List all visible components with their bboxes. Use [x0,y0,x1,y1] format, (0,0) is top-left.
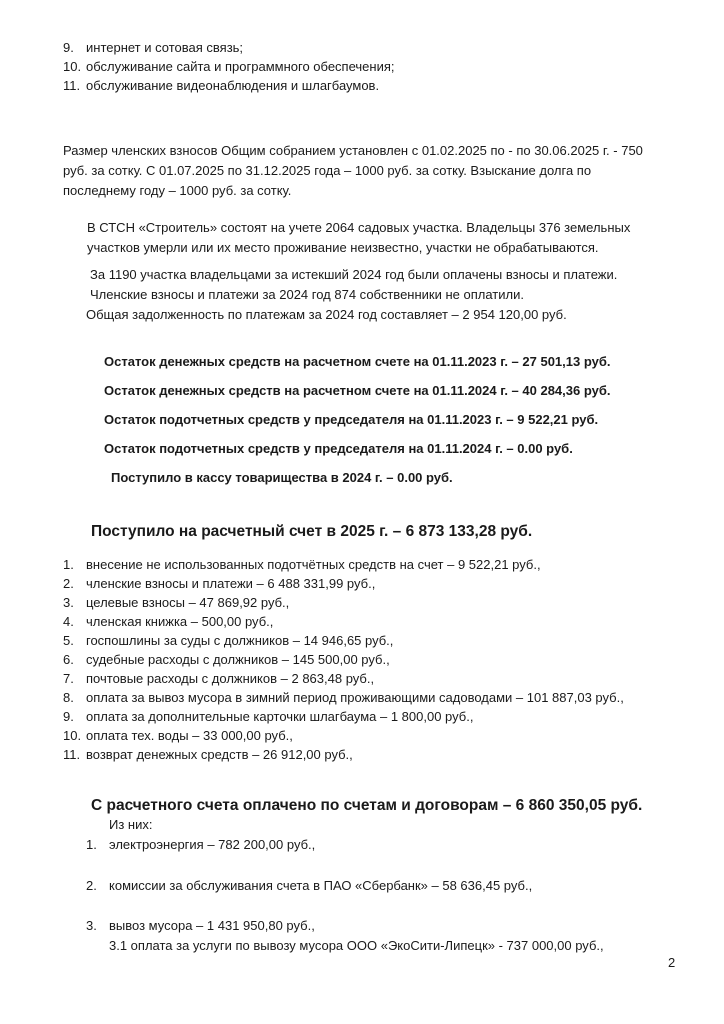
list-text: вывоз мусора – 1 431 950,80 руб., [109,918,315,933]
list-number: 10. [63,59,82,74]
list-text: оплата за вывоз мусора в зимний период проживающими садоводами – 101 887,03 руб., [86,690,624,705]
list-text: комиссии за обслуживания счета в ПАО «Сбербанк» – 58 636,45 руб., [109,878,533,893]
list-number: 4. [63,614,74,629]
page-number: 2 [668,955,676,970]
list-item [63,555,541,574]
list-number: 2. [63,576,74,591]
list-text: членская книжка – 500,00 руб., [86,614,274,629]
text-line: последнему году – 1000 руб. за сотку. [63,183,292,198]
list-item [63,688,624,707]
list-number: 11. [63,747,81,762]
list-text: госпошлины за суды с должников – 14 946,65 руб., [86,633,394,648]
list-item [86,876,532,895]
list-item [63,650,390,669]
list-item [86,916,315,935]
list-text: оплата тех. воды – 33 000,00 руб., [86,728,293,743]
text-line: В СТСН «Строитель» состоят на учете 2064 садовых участка. Владельцы 376 земельных [87,220,631,235]
text-line: участков умерли или их место проживание неизвестно, участки не обрабатываются. [87,240,599,255]
list-number: 1. [63,557,74,572]
list-number: 2. [86,878,97,893]
list-item [63,38,243,57]
balance-line: Остаток денежных средств на расчетном счете на 01.11.2023 г. – 27 501,13 руб. [104,354,611,369]
list-item [63,57,394,76]
list-number: 1. [86,837,97,852]
list-number: 9. [63,40,74,55]
list-item [63,726,293,745]
list-item [63,593,289,612]
list-item [63,745,353,764]
list-text: интернет и сотовая связь; [86,40,244,55]
text-line: За 1190 участка владельцами за истекший 2024 год были оплачены взносы и платежи. [90,267,618,282]
list-item [86,835,315,854]
list-text: обслуживание видеонаблюдения и шлагбаумов. [86,78,380,93]
list-item [63,631,393,650]
balance-line: Остаток подотчетных средств у председателя на 01.11.2023 г. – 9 522,21 руб. [104,412,599,427]
list-text: судебные расходы с должников – 145 500,00 руб., [86,652,390,667]
list-text: почтовые расходы с должников – 2 863,48 руб., [86,671,375,686]
list-text: оплата за дополнительные карточки шлагбаума – 1 800,00 руб., [86,709,474,724]
list-text: электроэнергия – 782 200,00 руб., [109,837,316,852]
list-item [63,574,375,593]
list-number: 11. [63,78,81,93]
list-text: возврат денежных средств – 26 912,00 руб., [86,747,353,762]
income-heading: Поступило на расчетный счет в 2025 г. – 6 873 133,28 руб. [91,523,533,540]
list-subitem: 3.1 оплата за услуги по вывозу мусора ООО «ЭкоСити-Липецк» - 737 000,00 руб., [109,938,604,953]
list-number: 5. [63,633,74,648]
balance-line: Поступило в кассу товарищества в 2024 г. – 0.00 руб. [111,470,453,485]
text-line: Членские взносы и платежи за 2024 год 874 собственники не оплатили. [90,287,524,302]
list-number: 8. [63,690,74,705]
list-text: обслуживание сайта и программного обеспечения; [86,59,395,74]
list-item [63,669,374,688]
balance-line: Остаток денежных средств на расчетном счете на 01.11.2024 г. – 40 284,36 руб. [104,383,611,398]
list-number: 7. [63,671,74,686]
list-number: 10. [63,728,82,743]
list-number: 3. [86,918,97,933]
list-number: 9. [63,709,74,724]
list-text: членские взносы и платежи – 6 488 331,99 руб., [86,576,376,591]
text-line: Размер членских взносов Общим собранием установлен с 01.02.2025 по - по 30.06.2025 г. - 750 [63,143,643,158]
list-number: 6. [63,652,74,667]
list-item [63,707,473,726]
list-item [63,612,273,631]
expenses-heading: С расчетного счета оплачено по счетам и договорам – 6 860 350,05 руб. [91,797,643,814]
list-text: внесение не использованных подотчётных средств на счет – 9 522,21 руб., [86,557,541,572]
plots-paragraph [87,218,630,258]
expenses-subheading: Из них: [109,817,153,832]
balance-line: Остаток подотчетных средств у председателя на 01.11.2024 г. – 0.00 руб. [104,441,573,456]
text-line: руб. за сотку. С 01.07.2025 по 31.12.2025 года – 1000 руб. за сотку. Взыскание долга по [63,163,592,178]
text-line: Общая задолженность по платежам за 2024 год составляет – 2 954 120,00 руб. [86,307,567,322]
list-number: 3. [63,595,74,610]
payments-paragraph [88,265,617,325]
list-item [63,76,379,95]
list-text: целевые взносы – 47 869,92 руб., [86,595,290,610]
fees-paragraph [63,141,643,201]
